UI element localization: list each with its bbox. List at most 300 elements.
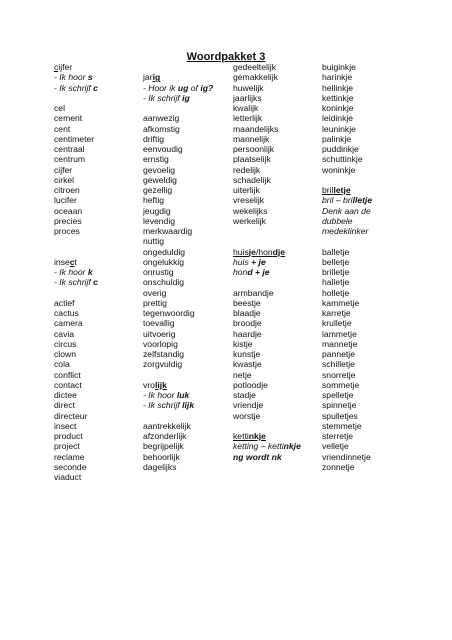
word-line bbox=[233, 83, 301, 93]
word-line bbox=[233, 421, 301, 431]
word-line bbox=[322, 349, 372, 359]
word-segment: direct bbox=[54, 400, 76, 411]
word-segment: proces bbox=[54, 226, 80, 236]
word-line bbox=[233, 144, 301, 154]
word-line bbox=[322, 421, 372, 431]
word-segment: lletje bbox=[352, 195, 373, 206]
word-segment: buiginkje bbox=[322, 62, 356, 72]
word-segment: lijk bbox=[182, 400, 195, 411]
word-line bbox=[233, 359, 301, 369]
word-segment: huis bbox=[233, 256, 249, 267]
word-segment: toevallig bbox=[143, 318, 175, 329]
word-line bbox=[54, 267, 98, 277]
word-segment: stemmetje bbox=[322, 420, 362, 431]
word-segment: hon bbox=[258, 246, 273, 257]
word-segment: woninkje bbox=[322, 164, 356, 175]
word-segment: nuttig bbox=[143, 236, 165, 247]
word-segment: ug bbox=[177, 82, 189, 93]
word-segment: palinkje bbox=[322, 133, 352, 144]
word-line bbox=[143, 134, 213, 144]
word-line bbox=[233, 72, 301, 82]
word-line bbox=[233, 103, 301, 113]
word-line bbox=[233, 124, 301, 134]
word-line bbox=[143, 431, 213, 441]
word-segment: eenvoudig bbox=[143, 144, 183, 154]
word-segment: brilletje bbox=[322, 267, 350, 277]
page-title: Woordpakket 3 bbox=[186, 51, 266, 63]
word-segment: holletje bbox=[322, 287, 350, 298]
word-line bbox=[143, 318, 213, 328]
word-line bbox=[322, 226, 372, 236]
word-segment: leuninkje bbox=[322, 123, 356, 134]
word-segment: levendig bbox=[143, 215, 176, 226]
word-line bbox=[233, 411, 301, 421]
word-line bbox=[322, 185, 372, 195]
word-segment: heftig bbox=[143, 195, 165, 206]
word-line bbox=[143, 359, 213, 369]
word-segment: c bbox=[69, 256, 75, 267]
word-line bbox=[54, 431, 98, 441]
word-line bbox=[233, 93, 301, 103]
word-segment: netje bbox=[233, 369, 252, 380]
word-column-3 bbox=[233, 62, 301, 462]
word-line bbox=[54, 165, 98, 175]
word-segment: prettig bbox=[143, 297, 167, 308]
word-line bbox=[54, 308, 98, 318]
word-line bbox=[54, 134, 98, 144]
word-line bbox=[143, 288, 213, 298]
word-line bbox=[143, 308, 213, 318]
word-segment: spelletje bbox=[322, 390, 354, 400]
word-segment: snorretje bbox=[322, 369, 356, 380]
word-segment: inse bbox=[54, 256, 70, 267]
word-line bbox=[54, 359, 98, 369]
word-line bbox=[143, 206, 213, 216]
word-segment: maandelijks bbox=[233, 123, 279, 134]
word-segment: vriendje bbox=[233, 400, 264, 411]
word-segment: t bbox=[74, 256, 77, 267]
word-line bbox=[322, 441, 372, 451]
word-line bbox=[54, 472, 98, 482]
word-line bbox=[143, 113, 213, 123]
word-line bbox=[233, 154, 301, 164]
word-segment: lammetje bbox=[322, 328, 357, 339]
word-segment: c bbox=[93, 277, 98, 288]
word-line bbox=[233, 370, 301, 380]
word-line bbox=[233, 165, 301, 175]
word-segment: krulletje bbox=[322, 318, 352, 329]
word-line bbox=[143, 380, 213, 390]
word-segment: project bbox=[54, 441, 80, 452]
word-segment: huis bbox=[233, 246, 249, 257]
word-segment: / bbox=[255, 246, 259, 257]
word-segment: cijfer bbox=[54, 164, 73, 175]
word-segment: afzonderlijk bbox=[143, 431, 187, 441]
word-line bbox=[54, 216, 98, 226]
word-line bbox=[143, 298, 213, 308]
word-line bbox=[143, 411, 213, 421]
word-segment: broodje bbox=[233, 318, 262, 329]
word-segment: overig bbox=[143, 287, 167, 298]
word-segment: - Ik hoor bbox=[54, 72, 88, 83]
word-line bbox=[143, 103, 213, 113]
word-segment: insect bbox=[54, 420, 77, 431]
word-segment: zonnetje bbox=[322, 461, 355, 472]
word-segment: cola bbox=[54, 359, 70, 370]
word-segment: hon bbox=[233, 267, 248, 277]
word-segment: centrum bbox=[54, 154, 86, 165]
word-segment: lijk bbox=[154, 379, 167, 390]
word-line bbox=[143, 93, 213, 103]
word-line bbox=[54, 103, 98, 113]
word-line bbox=[322, 113, 372, 123]
word-line bbox=[143, 421, 213, 431]
word-segment: citroen bbox=[54, 185, 80, 195]
word-segment: lucifer bbox=[54, 195, 77, 206]
word-segment: ernstig bbox=[143, 154, 169, 165]
word-line bbox=[54, 175, 98, 185]
word-segment: cent bbox=[54, 123, 71, 134]
word-segment: balletje bbox=[322, 246, 350, 257]
word-segment: cactus bbox=[54, 308, 79, 318]
word-line bbox=[54, 83, 98, 93]
word-line bbox=[233, 431, 301, 441]
word-line bbox=[233, 318, 301, 328]
word-line bbox=[322, 62, 372, 72]
word-line bbox=[143, 226, 213, 236]
word-segment: ongeduldig bbox=[143, 246, 186, 257]
word-line bbox=[322, 462, 372, 472]
word-line bbox=[54, 390, 98, 400]
word-line bbox=[54, 236, 98, 246]
word-line bbox=[143, 349, 213, 359]
word-segment: cement bbox=[54, 113, 83, 124]
word-segment: circus bbox=[54, 338, 77, 349]
word-line bbox=[54, 93, 98, 103]
word-segment: pannetje bbox=[322, 349, 355, 359]
word-line bbox=[143, 144, 213, 154]
word-line bbox=[322, 72, 372, 82]
word-segment: gedeeltelijk bbox=[233, 62, 276, 72]
word-line bbox=[233, 452, 301, 462]
word-line bbox=[54, 339, 98, 349]
word-segment: viaduct bbox=[54, 472, 82, 482]
word-segment: onschuldig bbox=[143, 277, 185, 288]
word-line bbox=[233, 216, 301, 226]
word-segment: conflict bbox=[54, 369, 81, 380]
word-segment: Denk aan de bbox=[322, 205, 371, 216]
word-line bbox=[322, 277, 372, 287]
word-line bbox=[54, 113, 98, 123]
word-line bbox=[143, 247, 213, 257]
word-line bbox=[322, 267, 372, 277]
word-line bbox=[54, 462, 98, 472]
word-line bbox=[322, 154, 372, 164]
word-segment: aanwezig bbox=[143, 113, 180, 124]
word-line bbox=[54, 144, 98, 154]
word-segment: c bbox=[54, 62, 59, 72]
word-line bbox=[54, 318, 98, 328]
word-line bbox=[143, 175, 213, 185]
word-line bbox=[233, 277, 301, 287]
word-segment: ng wordt nk bbox=[233, 451, 282, 462]
word-line bbox=[322, 370, 372, 380]
word-line bbox=[143, 195, 213, 205]
word-line bbox=[54, 124, 98, 134]
word-line bbox=[54, 411, 98, 421]
word-segment: stadje bbox=[233, 390, 256, 400]
word-segment: directeur bbox=[54, 410, 88, 421]
word-line bbox=[322, 195, 372, 205]
word-segment: - Ik schrijf bbox=[143, 400, 183, 411]
word-segment: ketting bbox=[233, 441, 259, 452]
word-line bbox=[54, 421, 98, 431]
word-line bbox=[233, 400, 301, 410]
word-segment: actief bbox=[54, 297, 75, 308]
word-column-2 bbox=[143, 62, 213, 472]
word-line bbox=[54, 257, 98, 267]
word-line bbox=[322, 236, 372, 246]
word-line bbox=[322, 318, 372, 328]
word-segment: je bbox=[248, 246, 256, 257]
word-segment: kettinkje bbox=[322, 92, 354, 103]
word-segment: mannetje bbox=[322, 338, 358, 349]
word-segment: ongelukkig bbox=[143, 256, 185, 267]
word-segment: - Ik schrijf bbox=[54, 277, 94, 288]
word-segment: werkelijk bbox=[233, 215, 266, 226]
word-segment: ketti bbox=[233, 431, 249, 441]
word-line bbox=[233, 267, 301, 277]
word-line bbox=[233, 185, 301, 195]
word-segment: – ketti bbox=[258, 441, 284, 452]
word-segment: letterlijk bbox=[233, 113, 263, 124]
word-segment: dje bbox=[272, 246, 286, 257]
word-line bbox=[54, 72, 98, 82]
word-line bbox=[143, 165, 213, 175]
word-line bbox=[322, 206, 372, 216]
word-line bbox=[233, 134, 301, 144]
word-segment: nkje bbox=[283, 441, 301, 452]
word-segment: sterretje bbox=[322, 431, 354, 441]
word-segment: cirkel bbox=[54, 174, 75, 185]
word-segment: halletje bbox=[322, 277, 350, 288]
word-line bbox=[322, 359, 372, 369]
word-line bbox=[322, 83, 372, 93]
word-line bbox=[322, 257, 372, 267]
word-line bbox=[322, 93, 372, 103]
word-line bbox=[143, 185, 213, 195]
word-segment: gezellig bbox=[143, 185, 173, 195]
word-segment: begrijpelijk bbox=[143, 441, 184, 452]
word-line bbox=[143, 216, 213, 226]
word-segment: of bbox=[188, 82, 201, 93]
word-segment: clown bbox=[54, 349, 76, 359]
word-line bbox=[54, 349, 98, 359]
word-line bbox=[54, 154, 98, 164]
word-segment: dagelijks bbox=[143, 461, 177, 472]
word-segment: contact bbox=[54, 379, 82, 390]
word-line bbox=[143, 236, 213, 246]
word-segment: karretje bbox=[322, 308, 351, 318]
word-segment: + je bbox=[248, 256, 266, 267]
word-line bbox=[54, 441, 98, 451]
word-segment: oceaan bbox=[54, 205, 83, 216]
word-segment: geweldig bbox=[143, 174, 177, 185]
word-segment: behoorlijk bbox=[143, 451, 180, 462]
word-line bbox=[143, 329, 213, 339]
word-segment: wekelijks bbox=[233, 205, 268, 216]
word-segment: spinnetje bbox=[322, 400, 357, 411]
word-segment: bril – bri bbox=[322, 195, 353, 206]
word-segment: gevoelig bbox=[143, 164, 176, 175]
word-segment: belletje bbox=[322, 256, 350, 267]
word-segment: bril bbox=[322, 185, 334, 195]
word-line bbox=[322, 400, 372, 410]
word-line bbox=[322, 339, 372, 349]
word-segment: zorgvuldig bbox=[143, 359, 183, 370]
word-line bbox=[143, 370, 213, 380]
word-line bbox=[233, 441, 301, 451]
word-segment: vriendinnetje bbox=[322, 451, 371, 462]
word-line bbox=[322, 134, 372, 144]
word-line bbox=[143, 441, 213, 451]
word-line bbox=[143, 124, 213, 134]
word-line bbox=[54, 226, 98, 236]
word-segment: - Ik schrijf bbox=[54, 82, 94, 93]
word-line bbox=[322, 103, 372, 113]
word-segment: reclame bbox=[54, 451, 85, 462]
word-line bbox=[54, 452, 98, 462]
word-line bbox=[54, 400, 98, 410]
word-line bbox=[143, 83, 213, 93]
word-line bbox=[233, 175, 301, 185]
word-segment: merkwaardig bbox=[143, 226, 193, 236]
word-segment: blaadje bbox=[233, 308, 261, 318]
word-segment: zelfstandig bbox=[143, 349, 185, 359]
word-line bbox=[322, 329, 372, 339]
word-segment: uiterlijk bbox=[233, 185, 260, 195]
word-segment: harinkje bbox=[322, 72, 353, 83]
word-line bbox=[54, 185, 98, 195]
word-segment: gemakkelijk bbox=[233, 72, 278, 83]
word-segment: medeklinker bbox=[322, 226, 369, 236]
word-segment: aantrekkelijk bbox=[143, 420, 191, 431]
word-segment: redelijk bbox=[233, 164, 261, 175]
word-line bbox=[322, 431, 372, 441]
word-line bbox=[54, 380, 98, 390]
word-line bbox=[233, 329, 301, 339]
word-segment: vro bbox=[143, 379, 155, 390]
word-segment: onrustig bbox=[143, 267, 174, 277]
word-segment: d bbox=[247, 267, 253, 277]
word-segment: kistje bbox=[233, 338, 253, 349]
word-line bbox=[54, 329, 98, 339]
word-segment: ijfer bbox=[58, 62, 73, 72]
word-segment: haardje bbox=[233, 328, 262, 339]
word-line bbox=[233, 390, 301, 400]
word-segment: s bbox=[87, 72, 93, 83]
word-segment: kwalijk bbox=[233, 103, 259, 113]
word-segment: cel bbox=[54, 103, 65, 113]
word-line bbox=[233, 380, 301, 390]
word-segment: dubbele bbox=[322, 215, 353, 226]
word-line bbox=[54, 298, 98, 308]
word-segment: c bbox=[93, 82, 98, 93]
word-segment: velletje bbox=[322, 441, 349, 452]
word-segment: persoonlijk bbox=[233, 144, 275, 154]
word-line bbox=[233, 339, 301, 349]
word-segment: voorlopig bbox=[143, 338, 178, 349]
word-line bbox=[322, 298, 372, 308]
word-segment: puddinkje bbox=[322, 144, 359, 154]
word-line bbox=[322, 216, 372, 226]
word-segment: koninkje bbox=[322, 103, 354, 113]
word-segment: kunstje bbox=[233, 349, 261, 359]
word-segment: letje bbox=[333, 185, 351, 195]
word-line bbox=[54, 195, 98, 205]
word-line bbox=[143, 452, 213, 462]
word-line bbox=[54, 206, 98, 216]
word-line bbox=[322, 380, 372, 390]
word-line bbox=[54, 247, 98, 257]
word-segment: worstje bbox=[233, 410, 261, 421]
word-line bbox=[233, 247, 301, 257]
word-segment: sommetje bbox=[322, 379, 360, 390]
word-segment: - Hoor ik bbox=[143, 82, 178, 93]
word-segment: seconde bbox=[54, 461, 87, 472]
word-segment: kammetje bbox=[322, 297, 360, 308]
word-segment: k bbox=[87, 267, 93, 277]
word-segment: hellinkje bbox=[322, 82, 354, 93]
word-segment: nkje bbox=[248, 431, 266, 441]
word-line bbox=[54, 370, 98, 380]
word-line bbox=[143, 339, 213, 349]
word-segment: tegenwoordig bbox=[143, 308, 195, 318]
word-segment: product bbox=[54, 431, 83, 441]
word-line bbox=[233, 226, 301, 236]
word-segment: driftig bbox=[143, 133, 165, 144]
word-line bbox=[233, 206, 301, 216]
word-segment: schilletje bbox=[322, 359, 355, 370]
word-segment: mannelijk bbox=[233, 133, 270, 144]
word-segment: jeugdig bbox=[143, 205, 171, 216]
word-line bbox=[233, 236, 301, 246]
word-segment: vreselijk bbox=[233, 195, 265, 206]
word-line bbox=[143, 400, 213, 410]
word-line bbox=[143, 390, 213, 400]
word-line bbox=[322, 144, 372, 154]
word-segment: leidinkje bbox=[322, 113, 354, 124]
word-segment: - Ik hoor bbox=[143, 390, 177, 400]
word-line bbox=[233, 195, 301, 205]
word-line bbox=[143, 462, 213, 472]
word-line bbox=[54, 288, 98, 298]
word-segment: kwastje bbox=[233, 359, 262, 370]
word-segment: beestje bbox=[233, 297, 261, 308]
word-line bbox=[143, 154, 213, 164]
word-segment: plaatselijk bbox=[233, 154, 271, 165]
word-segment: uitvoerig bbox=[143, 328, 176, 339]
word-line bbox=[322, 165, 372, 175]
word-segment: + je bbox=[252, 267, 270, 277]
word-line bbox=[322, 288, 372, 298]
word-line bbox=[233, 62, 301, 72]
word-segment: centimeter bbox=[54, 133, 95, 144]
word-segment: ig bbox=[152, 72, 161, 83]
word-segment: huwelijk bbox=[233, 82, 264, 93]
word-line bbox=[233, 349, 301, 359]
word-segment: schuttinkje bbox=[322, 154, 363, 165]
